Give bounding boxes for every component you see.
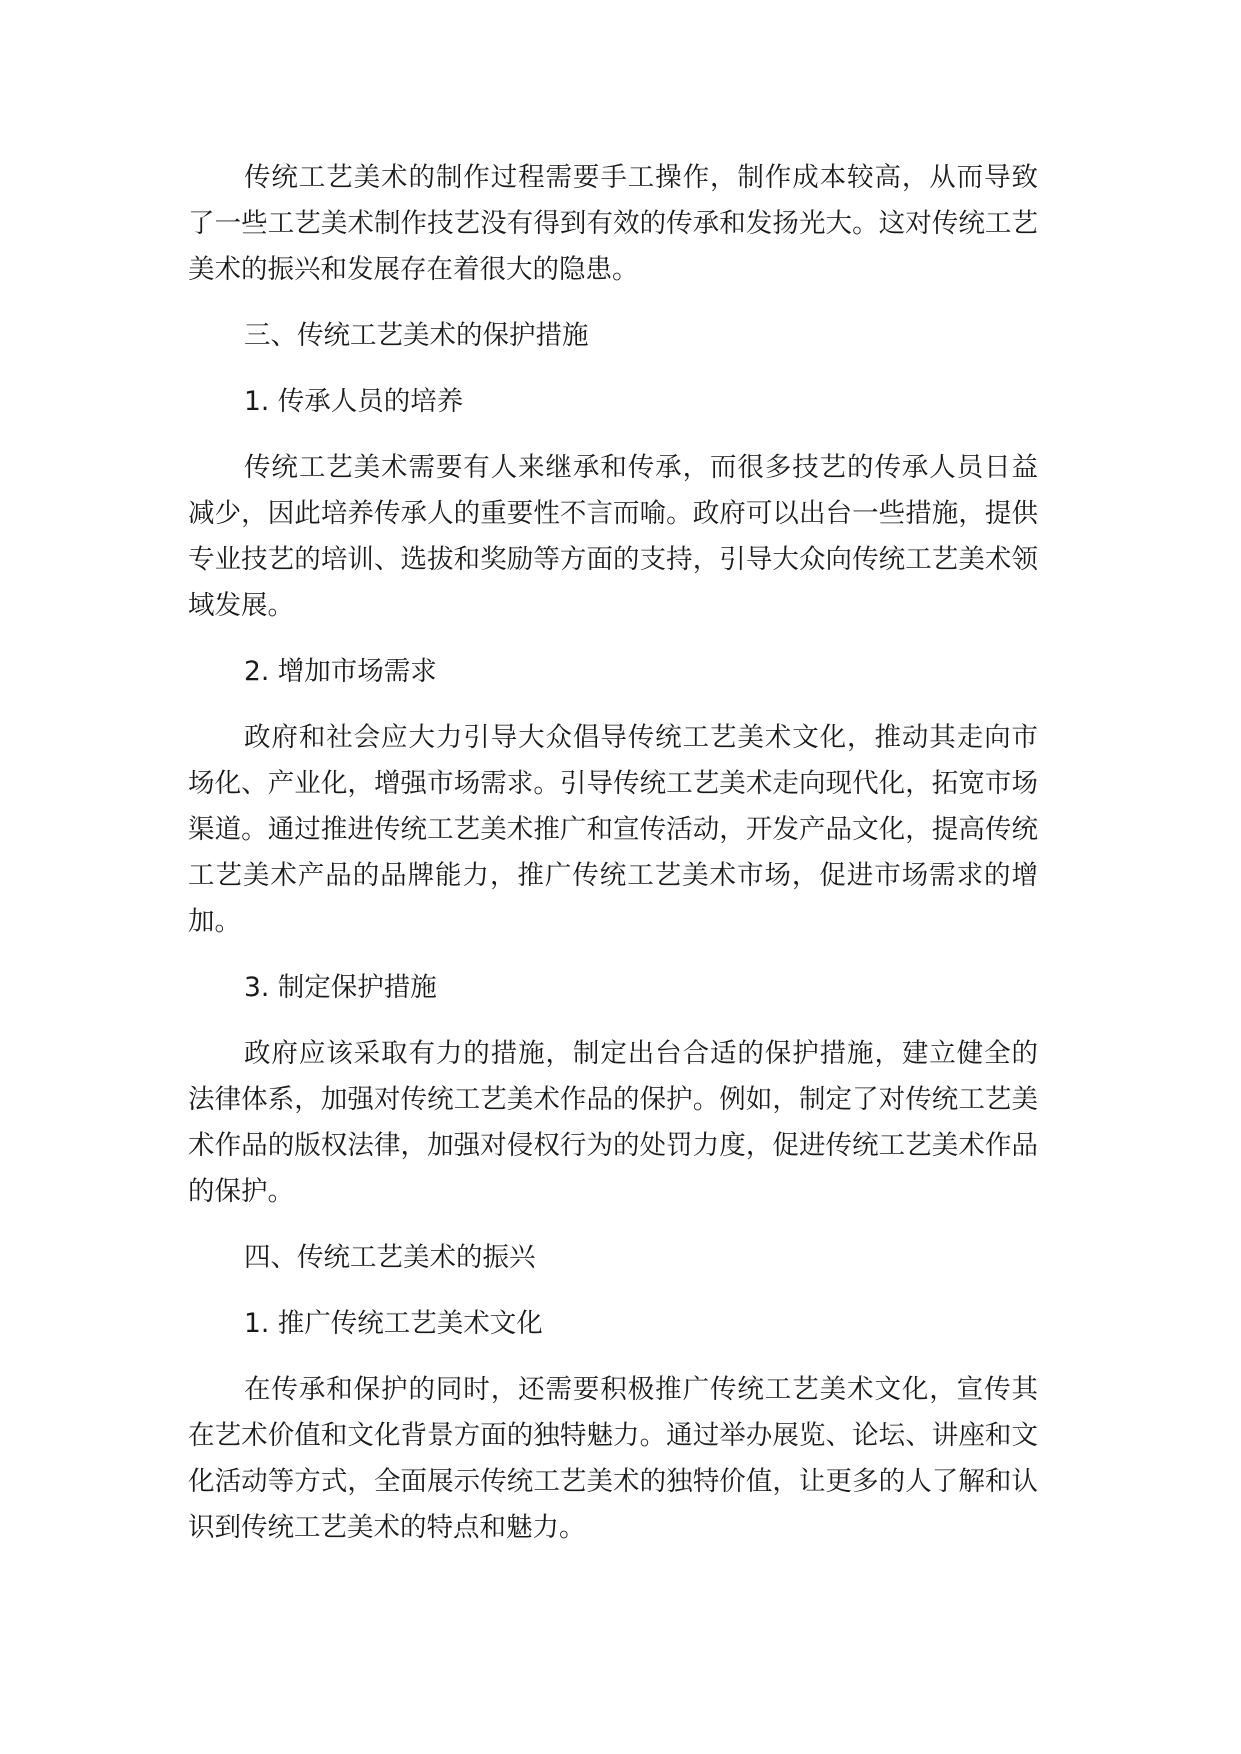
- subheading-inheritor-training: 1. 传承人员的培养: [244, 386, 464, 417]
- spacer: [188, 293, 1038, 313]
- spacer: [188, 695, 1038, 715]
- spacer: [188, 1347, 1038, 1367]
- section-heading-revival: 四、传统工艺美术的振兴: [244, 1242, 536, 1273]
- subheading-promote-culture: 1. 推广传统工艺美术文化: [244, 1308, 543, 1339]
- spacer: [188, 945, 1038, 965]
- subheading-protection-measures: 3. 制定保护措施: [244, 972, 437, 1003]
- spacer: [188, 1215, 1038, 1235]
- spacer: [188, 629, 1038, 649]
- spacer: [188, 1011, 1038, 1031]
- paragraph-promote-culture: 在传承和保护的同时，还需要积极推广传统工艺美术文化，宣传其在艺术价值和文化背景方面的独特魅力。通过举办展览、论坛、讲座和文化活动等方式，全面展示传统工艺美术的独特价值，让更多的人了解和认识到传统工艺美术的特点和魅力。: [188, 1374, 1038, 1543]
- spacer: [188, 425, 1038, 445]
- paragraph-inheritor-training: 传统工艺美术需要有人来继承和传承，而很多技艺的传承人员日益减少，因此培养传承人的重要性不言而喻。政府可以出台一些措施，提供专业技艺的培训、选拔和奖励等方面的支持，引导大众向传统工艺美术领域发展。: [188, 452, 1038, 621]
- spacer: [188, 1281, 1038, 1301]
- paragraph-cost-issue: 传统工艺美术的制作过程需要手工操作，制作成本较高，从而导致了一些工艺美术制作技艺没有得到有效的传承和发扬光大。这对传统工艺美术的振兴和发展存在着很大的隐患。: [188, 162, 1038, 285]
- spacer: [188, 359, 1038, 379]
- paragraph-market-demand: 政府和社会应大力引导大众倡导传统工艺美术文化，推动其走向市场化、产业化，增强市场需求。引导传统工艺美术走向现代化，拓宽市场渠道。通过推进传统工艺美术推广和宣传活动，开发产品文化，提高传统工艺美术产品的品牌能力，推广传统工艺美术市场，促进市场需求的增加。: [188, 722, 1038, 937]
- subheading-market-demand: 2. 增加市场需求: [244, 656, 437, 687]
- document-body: [188, 155, 1038, 1551]
- paragraph-protection-measures: 政府应该采取有力的措施，制定出台合适的保护措施，建立健全的法律体系，加强对传统工艺美术作品的保护。例如，制定了对传统工艺美术作品的版权法律，加强对侵权行为的处罚力度，促进传统工艺美术作品的保护。: [188, 1038, 1038, 1207]
- section-heading-protection: 三、传统工艺美术的保护措施: [244, 320, 589, 351]
